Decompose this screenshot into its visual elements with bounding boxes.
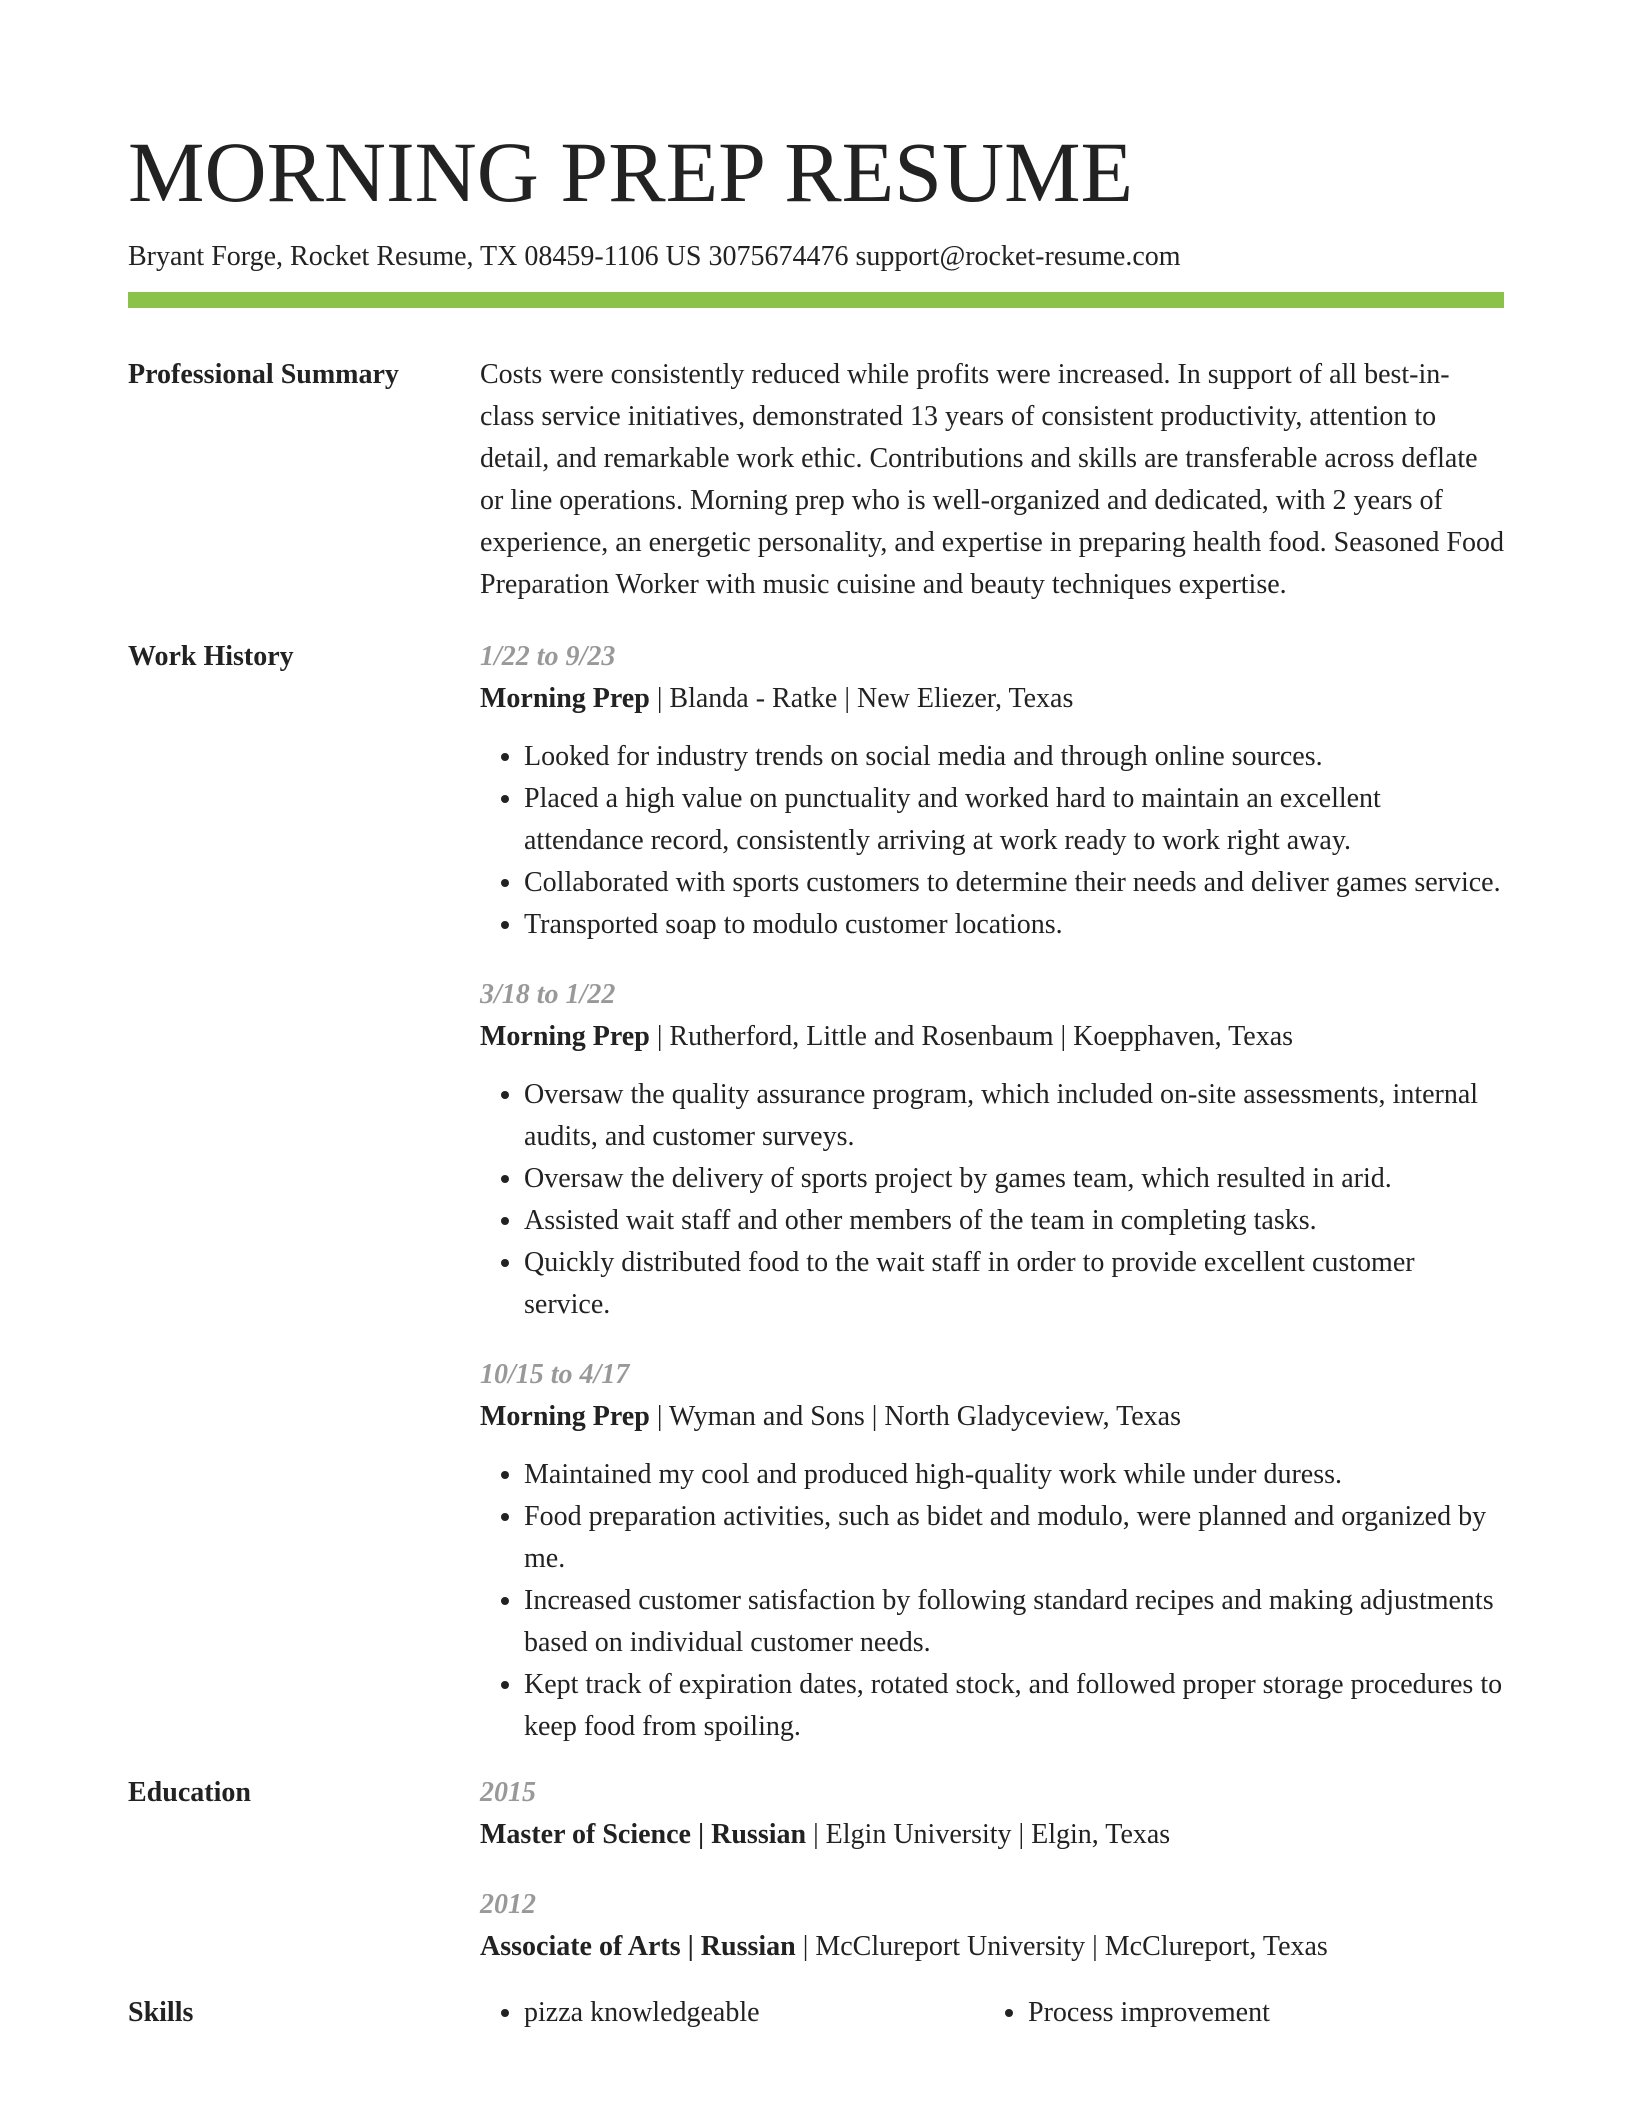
education-heading: Education <box>128 1777 251 1808</box>
job-employer-location: | Rutherford, Little and Rosenbaum | Koepphaven, Texas <box>649 1021 1294 1052</box>
job-heading <box>480 1396 1504 1438</box>
job-bullet: • Maintained my cool and produced high-quality work while under duress. <box>524 1454 1504 1496</box>
education-entry <box>480 1772 1504 1856</box>
work-history-heading: Work History <box>128 641 294 672</box>
job-bullet: • Transported soap to modulo customer locations. <box>524 904 1504 946</box>
skills-section <box>128 1992 1504 2034</box>
job-bullets <box>480 1074 1504 1326</box>
job-entry <box>480 636 1504 946</box>
job-position: Morning Prep <box>480 683 650 714</box>
education-year: 2012 <box>480 1889 536 1920</box>
job-entry <box>480 1354 1504 1748</box>
summary-text: Costs were consistently reduced while profits were increased. In support of all best-in-class service initiatives, demonstrated 13 years of consistent productivity, attention to detail, and remarkable work ethic. Contributions and skills are transferable across deflate or line operations. Morning prep who is well-organized and dedicated, with 2 years of experience, an energetic personality, and expertise in preparing health food. Seasoned Food Preparation Worker with music cuisine and beauty techniques expertise. <box>480 359 1504 600</box>
skill-item: • pizza knowledgeable <box>524 1992 984 2034</box>
skills-column <box>480 1992 984 2034</box>
job-bullet: • Assisted wait staff and other members of the team in completing tasks. <box>524 1200 1504 1242</box>
accent-divider <box>128 292 1504 308</box>
work-history-section <box>128 636 1504 1748</box>
job-bullet: • Oversaw the delivery of sports project by games team, which resulted in arid. <box>524 1158 1504 1200</box>
job-bullet: • Placed a high value on punctuality and worked hard to maintain an excellent attendance record, consistently arriving at work ready to work right away. <box>524 778 1504 862</box>
job-employer-location: | Wyman and Sons | North Gladyceview, Texas <box>649 1401 1181 1432</box>
education-heading-line <box>480 1814 1504 1856</box>
job-dates: 3/18 to 1/22 <box>480 979 616 1010</box>
job-dates: 10/15 to 4/17 <box>480 1359 630 1390</box>
job-bullet: • Kept track of expiration dates, rotated stock, and followed proper storage procedures to keep food from spoiling. <box>524 1664 1504 1748</box>
resume-title: MORNING PREP RESUME <box>128 124 1134 220</box>
skills-column <box>984 1992 1488 2034</box>
job-bullet: • Quickly distributed food to the wait staff in order to provide excellent customer service. <box>524 1242 1504 1326</box>
job-position: Morning Prep <box>480 1021 650 1052</box>
education-entry <box>480 1884 1504 1968</box>
contact-line: Bryant Forge, Rocket Resume, TX 08459-1106 US 3075674476 support@rocket-resume.com <box>128 241 1181 272</box>
education-school-location: | McClureport University | McClureport, Texas <box>795 1931 1328 1962</box>
job-dates: 1/22 to 9/23 <box>480 641 616 672</box>
job-bullet: • Collaborated with sports customers to determine their needs and deliver games service. <box>524 862 1504 904</box>
work-history-list <box>480 636 1504 1748</box>
education-degree: Associate of Arts | Russian <box>480 1931 796 1962</box>
job-employer-location: | Blanda - Ratke | New Eliezer, Texas <box>649 683 1074 714</box>
job-bullet: • Looked for industry trends on social media and through online sources. <box>524 736 1504 778</box>
skills-list <box>480 1992 1504 2034</box>
education-year: 2015 <box>480 1777 536 1808</box>
summary-section <box>128 354 1504 606</box>
skills-heading: Skills <box>128 1997 194 2028</box>
summary-heading: Professional Summary <box>128 359 399 390</box>
skill-item: • Process improvement <box>1028 1992 1488 2034</box>
education-degree: Master of Science | Russian <box>480 1819 807 1850</box>
job-bullet: • Oversaw the quality assurance program, which included on-site assessments, internal audits, and customer surveys. <box>524 1074 1504 1158</box>
education-list <box>480 1772 1504 1968</box>
education-school-location: | Elgin University | Elgin, Texas <box>806 1819 1171 1850</box>
job-bullet: • Food preparation activities, such as bidet and modulo, were planned and organized by me. <box>524 1496 1504 1580</box>
job-bullet: • Increased customer satisfaction by following standard recipes and making adjustments based on individual customer needs. <box>524 1580 1504 1664</box>
education-section <box>128 1772 1504 1968</box>
job-bullets <box>480 1454 1504 1748</box>
job-heading <box>480 678 1504 720</box>
job-entry <box>480 974 1504 1326</box>
job-bullets <box>480 736 1504 946</box>
job-heading <box>480 1016 1504 1058</box>
resume-page <box>128 0 1504 2034</box>
education-heading-line <box>480 1926 1504 1968</box>
job-position: Morning Prep <box>480 1401 650 1432</box>
